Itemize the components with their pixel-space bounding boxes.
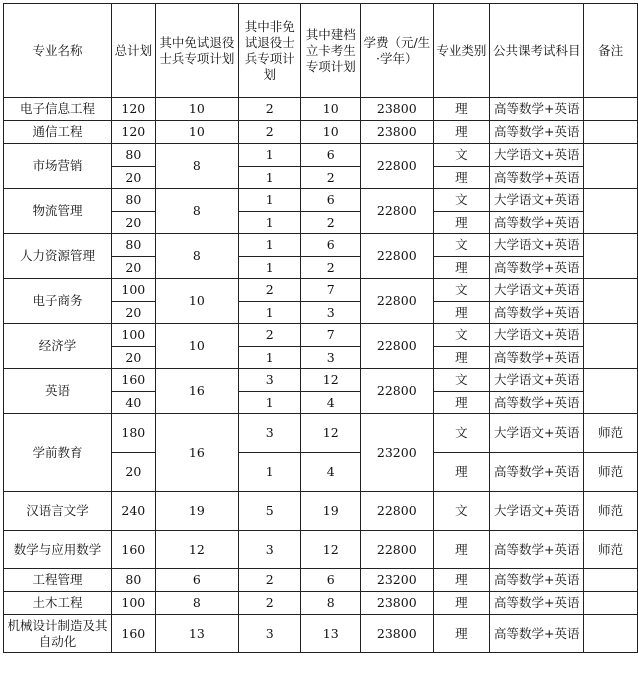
nonexempt-veteran-plan: 2: [238, 324, 300, 347]
category: 理: [433, 569, 490, 592]
major-name: 工程管理: [4, 569, 112, 592]
total-plan: 80: [111, 234, 155, 257]
category: 文: [433, 234, 490, 257]
total-plan: 100: [111, 592, 155, 615]
poverty-plan: 6: [301, 234, 361, 257]
poverty-plan: 3: [301, 302, 361, 324]
table-row: [4, 121, 638, 144]
total-plan: 160: [111, 615, 155, 653]
tuition: 22800: [360, 189, 433, 234]
nonexempt-veteran-plan: 1: [238, 257, 300, 279]
exam-subjects: 高等数学+英语: [490, 121, 584, 144]
nonexempt-veteran-plan: 1: [238, 453, 300, 492]
total-plan: 20: [111, 257, 155, 279]
exam-subjects: 大学语文+英语: [490, 189, 584, 212]
note: 师范: [584, 531, 638, 569]
tuition: 22800: [360, 144, 433, 189]
note: [584, 615, 638, 653]
poverty-plan: 10: [301, 121, 361, 144]
category: 理: [433, 121, 490, 144]
exam-subjects: 高等数学+英语: [490, 615, 584, 653]
category: 理: [433, 392, 490, 414]
tuition: 22800: [360, 279, 433, 324]
total-plan: 20: [111, 302, 155, 324]
nonexempt-veteran-plan: 1: [238, 189, 300, 212]
nonexempt-veteran-plan: 3: [238, 369, 300, 392]
exempt-veteran-plan: 10: [155, 279, 238, 324]
exam-subjects: 高等数学+英语: [490, 453, 584, 492]
exempt-veteran-plan: 19: [155, 492, 238, 531]
nonexempt-veteran-plan: 5: [238, 492, 300, 531]
table-row: [4, 414, 638, 453]
poverty-plan: 13: [301, 615, 361, 653]
note: 师范: [584, 492, 638, 531]
nonexempt-veteran-plan: 3: [238, 531, 300, 569]
tuition: 23800: [360, 615, 433, 653]
total-plan: 20: [111, 453, 155, 492]
note: [584, 234, 638, 279]
major-name: 汉语言文学: [4, 492, 112, 531]
category: 理: [433, 257, 490, 279]
major-name: 电子商务: [4, 279, 112, 324]
exempt-veteran-plan: 16: [155, 414, 238, 492]
nonexempt-veteran-plan: 2: [238, 98, 300, 121]
table-row: [4, 324, 638, 347]
category: 理: [433, 302, 490, 324]
category: 理: [433, 98, 490, 121]
poverty-plan: 7: [301, 324, 361, 347]
tuition: 22800: [360, 324, 433, 369]
note: [584, 144, 638, 189]
exam-subjects: 高等数学+英语: [490, 392, 584, 414]
header-exam-subjects: 公共课考试科目: [490, 4, 584, 98]
major-name: 通信工程: [4, 121, 112, 144]
tuition: 23800: [360, 592, 433, 615]
note: [584, 279, 638, 324]
poverty-plan: 19: [301, 492, 361, 531]
total-plan: 80: [111, 569, 155, 592]
header-total-plan: 总计划: [111, 4, 155, 98]
total-plan: 20: [111, 167, 155, 189]
table-row: [4, 615, 638, 653]
nonexempt-veteran-plan: 3: [238, 615, 300, 653]
table-row: [4, 531, 638, 569]
major-name: 数学与应用数学: [4, 531, 112, 569]
exempt-veteran-plan: 8: [155, 189, 238, 234]
major-name: 机械设计制造及其自动化: [4, 615, 112, 653]
total-plan: 160: [111, 369, 155, 392]
category: 理: [433, 531, 490, 569]
exempt-veteran-plan: 12: [155, 531, 238, 569]
category: 理: [433, 212, 490, 234]
exam-subjects: 高等数学+英语: [490, 212, 584, 234]
total-plan: 80: [111, 189, 155, 212]
poverty-plan: 8: [301, 592, 361, 615]
category: 理: [433, 453, 490, 492]
nonexempt-veteran-plan: 1: [238, 392, 300, 414]
nonexempt-veteran-plan: 1: [238, 347, 300, 369]
tuition: 22800: [360, 492, 433, 531]
exempt-veteran-plan: 10: [155, 324, 238, 369]
total-plan: 40: [111, 392, 155, 414]
exempt-veteran-plan: 10: [155, 98, 238, 121]
note: [584, 98, 638, 121]
note: [584, 121, 638, 144]
poverty-plan: 4: [301, 453, 361, 492]
poverty-plan: 12: [301, 531, 361, 569]
poverty-plan: 2: [301, 212, 361, 234]
major-name: 英语: [4, 369, 112, 414]
poverty-plan: 12: [301, 369, 361, 392]
total-plan: 80: [111, 144, 155, 167]
header-exempt-veteran: 其中免试退役士兵专项计划: [155, 4, 238, 98]
table-row: [4, 98, 638, 121]
table-row: [4, 569, 638, 592]
total-plan: 20: [111, 347, 155, 369]
tuition: 22800: [360, 234, 433, 279]
category: 文: [433, 492, 490, 531]
total-plan: 100: [111, 324, 155, 347]
exam-subjects: 大学语文+英语: [490, 234, 584, 257]
exam-subjects: 大学语文+英语: [490, 369, 584, 392]
nonexempt-veteran-plan: 1: [238, 212, 300, 234]
major-name: 人力资源管理: [4, 234, 112, 279]
poverty-plan: 6: [301, 144, 361, 167]
note: [584, 189, 638, 234]
poverty-plan: 6: [301, 189, 361, 212]
nonexempt-veteran-plan: 1: [238, 144, 300, 167]
category: 理: [433, 167, 490, 189]
exempt-veteran-plan: 8: [155, 592, 238, 615]
note: 师范: [584, 414, 638, 453]
exam-subjects: 大学语文+英语: [490, 279, 584, 302]
exempt-veteran-plan: 10: [155, 121, 238, 144]
total-plan: 120: [111, 121, 155, 144]
exam-subjects: 高等数学+英语: [490, 569, 584, 592]
nonexempt-veteran-plan: 3: [238, 414, 300, 453]
poverty-plan: 12: [301, 414, 361, 453]
poverty-plan: 2: [301, 167, 361, 189]
total-plan: 120: [111, 98, 155, 121]
exam-subjects: 高等数学+英语: [490, 531, 584, 569]
exam-subjects: 大学语文+英语: [490, 324, 584, 347]
tuition: 22800: [360, 369, 433, 414]
header-tuition: 学费（元/生·学年）: [360, 4, 433, 98]
exam-subjects: 大学语文+英语: [490, 492, 584, 531]
header-category: 专业类别: [433, 4, 490, 98]
exam-subjects: 高等数学+英语: [490, 302, 584, 324]
header-row: [4, 4, 638, 98]
table-row: [4, 592, 638, 615]
total-plan: 100: [111, 279, 155, 302]
major-name: 物流管理: [4, 189, 112, 234]
major-name: 电子信息工程: [4, 98, 112, 121]
total-plan: 240: [111, 492, 155, 531]
tuition: 23200: [360, 569, 433, 592]
enrollment-plan-table: [3, 3, 638, 653]
exam-subjects: 高等数学+英语: [490, 98, 584, 121]
poverty-plan: 6: [301, 569, 361, 592]
exempt-veteran-plan: 6: [155, 569, 238, 592]
header-major-name: 专业名称: [4, 4, 112, 98]
category: 理: [433, 592, 490, 615]
category: 文: [433, 279, 490, 302]
major-name: 市场营销: [4, 144, 112, 189]
table-row: [4, 189, 638, 212]
tuition: 23200: [360, 414, 433, 492]
total-plan: 160: [111, 531, 155, 569]
note: [584, 592, 638, 615]
total-plan: 20: [111, 212, 155, 234]
category: 文: [433, 324, 490, 347]
table-row: [4, 492, 638, 531]
poverty-plan: 7: [301, 279, 361, 302]
tuition: 22800: [360, 531, 433, 569]
exam-subjects: 高等数学+英语: [490, 592, 584, 615]
exam-subjects: 高等数学+英语: [490, 257, 584, 279]
nonexempt-veteran-plan: 2: [238, 569, 300, 592]
header-poverty-student: 其中建档立卡考生专项计划: [301, 4, 361, 98]
category: 文: [433, 144, 490, 167]
exam-subjects: 大学语文+英语: [490, 144, 584, 167]
category: 理: [433, 347, 490, 369]
tuition: 23800: [360, 121, 433, 144]
table-row: [4, 369, 638, 392]
table-row: [4, 234, 638, 257]
nonexempt-veteran-plan: 1: [238, 167, 300, 189]
category: 文: [433, 414, 490, 453]
nonexempt-veteran-plan: 1: [238, 234, 300, 257]
table-row: [4, 144, 638, 167]
exempt-veteran-plan: 16: [155, 369, 238, 414]
note: [584, 569, 638, 592]
exempt-veteran-plan: 8: [155, 144, 238, 189]
header-notes: 备注: [584, 4, 638, 98]
header-nonexempt-veteran: 其中非免试退役士兵专项计划: [238, 4, 300, 98]
category: 理: [433, 615, 490, 653]
major-name: 学前教育: [4, 414, 112, 492]
nonexempt-veteran-plan: 2: [238, 592, 300, 615]
nonexempt-veteran-plan: 1: [238, 302, 300, 324]
poverty-plan: 3: [301, 347, 361, 369]
exempt-veteran-plan: 8: [155, 234, 238, 279]
tuition: 23800: [360, 98, 433, 121]
category: 文: [433, 369, 490, 392]
category: 文: [433, 189, 490, 212]
note: 师范: [584, 453, 638, 492]
nonexempt-veteran-plan: 2: [238, 279, 300, 302]
exam-subjects: 高等数学+英语: [490, 167, 584, 189]
exam-subjects: 高等数学+英语: [490, 347, 584, 369]
major-name: 经济学: [4, 324, 112, 369]
poverty-plan: 4: [301, 392, 361, 414]
table-row: [4, 279, 638, 302]
poverty-plan: 10: [301, 98, 361, 121]
exam-subjects: 大学语文+英语: [490, 414, 584, 453]
total-plan: 180: [111, 414, 155, 453]
note: [584, 369, 638, 414]
poverty-plan: 2: [301, 257, 361, 279]
note: [584, 324, 638, 369]
exempt-veteran-plan: 13: [155, 615, 238, 653]
nonexempt-veteran-plan: 2: [238, 121, 300, 144]
major-name: 土木工程: [4, 592, 112, 615]
